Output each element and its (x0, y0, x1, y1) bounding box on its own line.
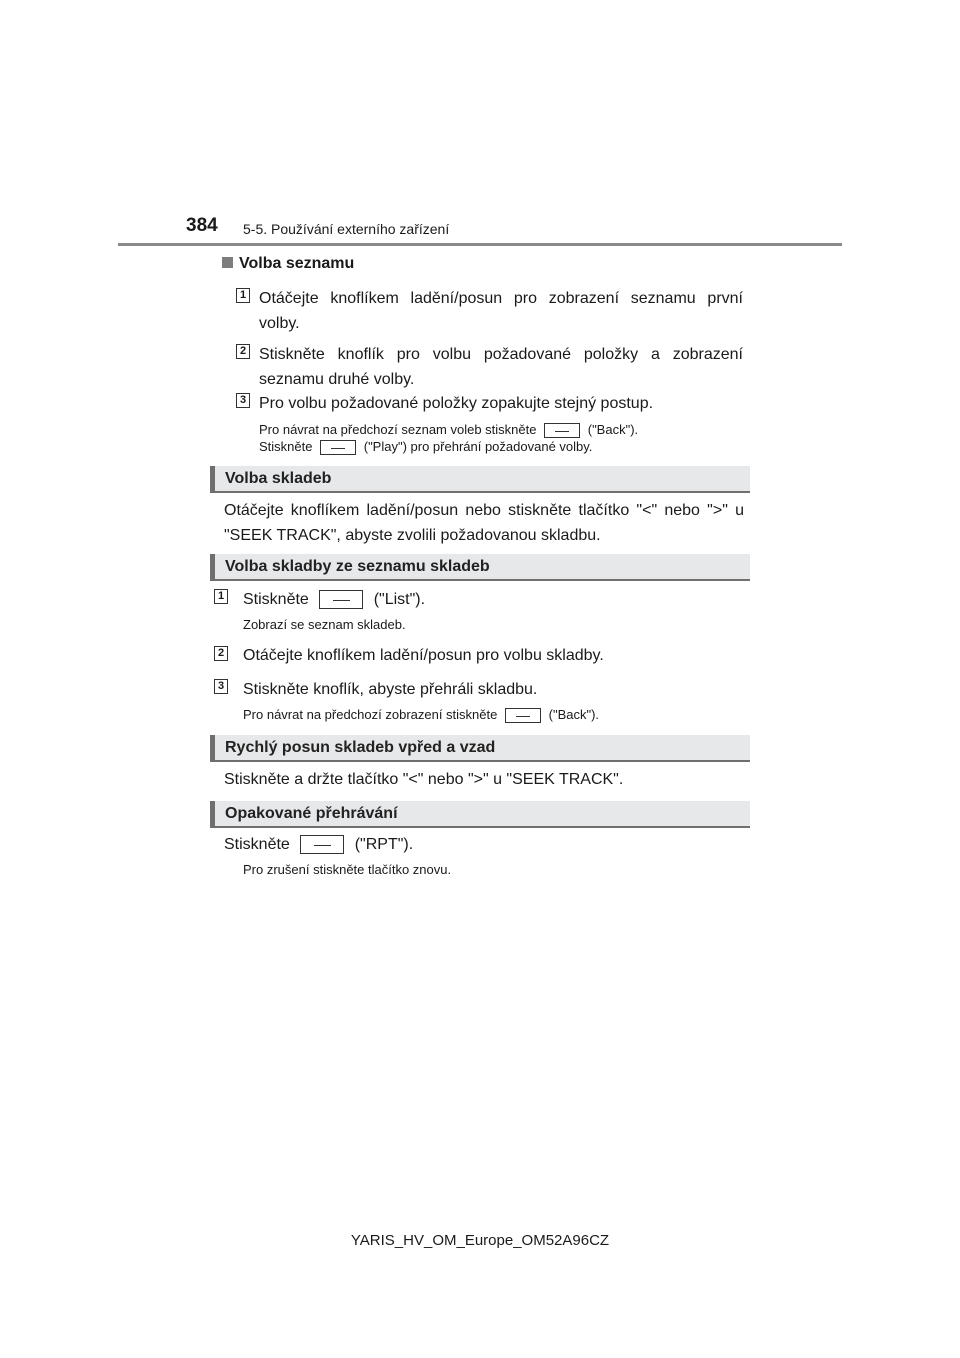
step-text: Otáčejte knoflíkem ladění/posun pro zobrazení seznamu první volby. (259, 290, 743, 332)
step-number-badge: 3 (236, 393, 250, 408)
play-button-icon (320, 440, 356, 455)
header-divider (118, 243, 842, 246)
section-header-fast-forward: Rychlý posun skladeb vpřed a vzad (210, 735, 750, 762)
back-button-icon (505, 708, 541, 723)
step-text: Stiskněte knoflík pro volbu požadované položky a zobrazení seznamu druhé volby. (259, 346, 743, 388)
step-number-badge: 1 (214, 589, 228, 604)
subheading-list-selection: Volba seznamu (222, 255, 354, 273)
step-note: Pro zrušení stiskněte tlačítko znovu. (243, 862, 452, 877)
step-number-badge: 1 (236, 288, 250, 303)
list-button-icon (319, 590, 363, 609)
back-button-icon (544, 423, 580, 438)
step-text: Stiskněte ("List"). (243, 591, 426, 608)
step-text: Stiskněte knoflík, abyste přehráli skladbu. (243, 681, 538, 698)
step-text: Pro volbu požadované položky zopakujte stejný postup. (259, 395, 654, 412)
section-text: Stiskněte a držte tlačítko "<" nebo ">" u "SEEK TRACK". (224, 771, 624, 788)
step-note: Pro návrat na předchozí seznam voleb stiskněte ("Back"). (259, 422, 639, 437)
chapter-title: 5-5. Používání externího zařízení (243, 221, 450, 237)
square-bullet-icon (222, 257, 233, 268)
rpt-button-icon (300, 835, 344, 854)
section-text: Stiskněte ("RPT"). (224, 836, 414, 853)
step-text: Otáčejte knoflíkem ladění/posun pro volbu skladby. (243, 647, 604, 664)
section-text: Otáčejte knoflíkem ladění/posun nebo stiskněte tlačítko "<" nebo ">" u "SEEK TRACK", abyste zvolili požadovanou skladbu. (224, 502, 744, 544)
step-number-badge: 2 (214, 646, 228, 661)
step-note: Stiskněte ("Play") pro přehrání požadované volby. (259, 439, 593, 454)
section-header-track-from-list: Volba skladby ze seznamu skladeb (210, 554, 750, 581)
step-number-badge: 2 (236, 344, 250, 359)
section-header-repeat: Opakované přehrávání (210, 801, 750, 828)
page-number: 384 (186, 215, 218, 236)
section-header-track-selection: Volba skladeb (210, 466, 750, 493)
step-note: Pro návrat na předchozí zobrazení stiskněte ("Back"). (243, 707, 600, 722)
document-code: YARIS_HV_OM_Europe_OM52A96CZ (350, 1232, 610, 1249)
step-note: Zobrazí se seznam skladeb. (243, 617, 406, 632)
step-number-badge: 3 (214, 679, 228, 694)
